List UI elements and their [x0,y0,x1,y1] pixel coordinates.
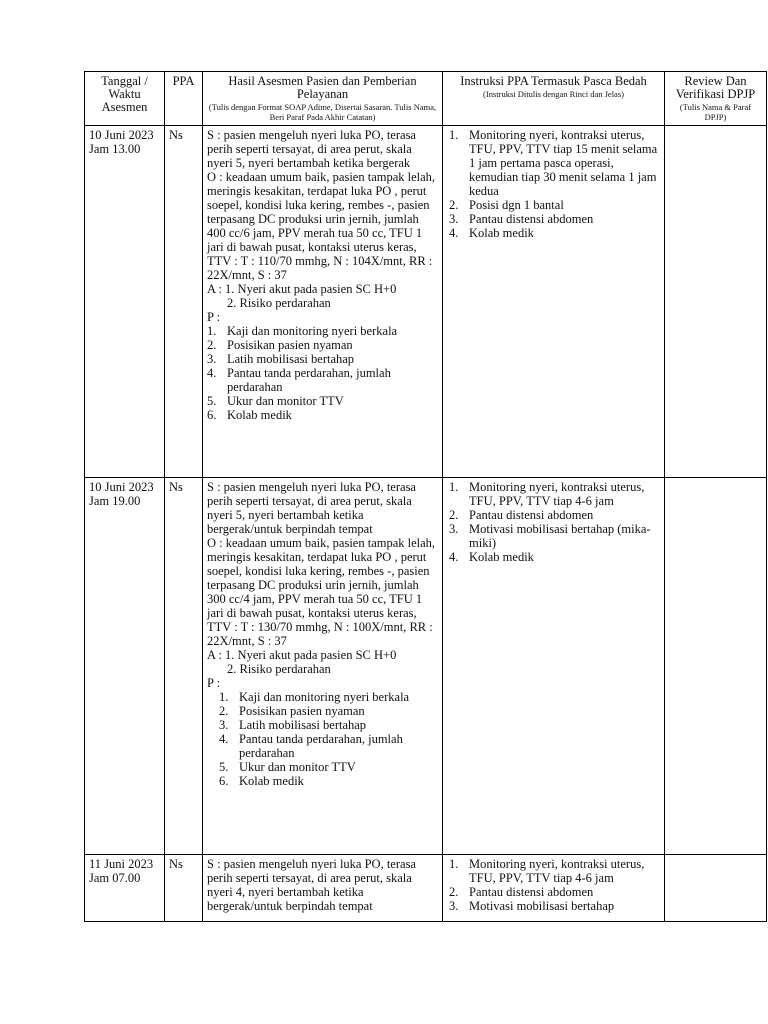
plan-item: 3. Latih mobilisasi bertahap [219,718,367,732]
header-date: Tanggal / Waktu Asesmen [85,72,165,126]
assessment-2: 2. Risiko perdarahan [227,296,331,310]
assessment-1: A : 1. Nyeri akut pada pasien SC H+0 [207,282,397,296]
instruction-item: 4. Kolab medik [449,550,534,564]
plan-item: 5. Ukur dan monitor TTV [219,760,356,774]
plan-item: 1. Kaji dan monitoring nyeri berkala [219,690,410,704]
plan-item: 6. Kolab medik [207,408,292,422]
plan-list [207,690,438,788]
ppa-cell: Ns [165,126,203,478]
header-row [85,72,767,126]
subjective-text: S : pasien mengeluh nyeri luka PO, terasa perih seperti tersayat, di area perut, skala nyeri 5, nyeri bertambah ketika bergerak [207,128,416,170]
date-cell: 10 Juni 2023 Jam 19.00 [85,478,165,855]
plan-item: 4. Pantau tanda perdarahan, jumlah perdarahan [219,732,403,760]
instruction-cell [443,478,665,855]
objective-text: O : keadaan umum baik, pasien tampak lelah, meringis kesakitan, terdapat luka PO , perut soepel, kondisi luka kering, rembes -, pasien terpasang DC produksi urin jernih, jumlah 300 cc/4 jam, PPV merah tua 50 cc, TFU 1 jari di bawah pusat, kontaksi uterus keras, TTV : T : 130/70 mmhg, N : 100X/mnt, RR : 22X/mnt, S : 37 [207,536,436,648]
plan-item: 3. Latih mobilisasi bertahap [207,352,355,366]
header-ppa: PPA [165,72,203,126]
assessment-2: 2. Risiko perdarahan [227,662,331,676]
date-cell: 10 Juni 2023 Jam 13.00 [85,126,165,478]
subjective-text: S : pasien mengeluh nyeri luka PO, terasa perih seperti tersayat, di area perut, skala nyeri 5, nyeri bertambah ketika bergerak/untuk berpindah tempat [207,480,416,536]
instruction-item: 2. Posisi dgn 1 bantal [449,198,564,212]
instruction-item: 1. Monitoring nyeri, kontraksi uterus, TFU, PPV, TTV tiap 4-6 jam [449,480,645,508]
review-cell [665,855,767,922]
header-instruction-note: (Instruksi Ditulis dengan Rinci dan Jelas) [483,89,624,99]
instruction-list [447,480,660,564]
ppa-cell: Ns [165,478,203,855]
instruction-list [447,128,660,240]
instruction-item: 2. Pantau distensi abdomen [449,885,594,899]
instruction-cell [443,126,665,478]
instruction-item: 1. Monitoring nyeri, kontraksi uterus, TFU, PPV, TTV tiap 15 menit selama 1 jam pertama pasca operasi, kemudian tiap 30 menit selama 1 jam kedua [449,128,658,198]
header-assessment: Hasil Asesmen Pasien dan Pemberian Pelayanan (Tulis dengan Format SOAP Adime, Disertai Sasaran. Tulis Nama, Beri Paraf Pada Akhir Catatan) [203,72,443,126]
plan-item: 1. Kaji dan monitoring nyeri berkala [207,324,398,338]
date-cell: 11 Juni 2023 Jam 07.00 [85,855,165,922]
instruction-item: 2. Pantau distensi abdomen [449,508,594,522]
header-instruction: Instruksi PPA Termasuk Pasca Bedah (Instruksi Ditulis dengan Rinci dan Jelas) [443,72,665,126]
instruction-item: 1. Monitoring nyeri, kontraksi uterus, TFU, PPV, TTV tiap 4-6 jam [449,857,645,885]
objective-text: O : keadaan umum baik, pasien tampak lelah, meringis kesakitan, terdapat luka PO , perut soepel, kondisi luka kering, rembes -, pasien terpasang DC produksi urin jernih, jumlah 400 cc/6 jam, PPV merah tua 50 cc, TFU 1 jari di bawah pusat, kontaksi uterus keras, TTV : T : 110/70 mmhg, N : 104X/mnt, RR : 22X/mnt, S : 37 [207,170,436,282]
plan-label: P : [207,676,221,690]
instruction-list [447,857,660,913]
header-review: Review Dan Verifikasi DPJP (Tulis Nama & Paraf DPJP) [665,72,767,126]
review-cell [665,478,767,855]
plan-item: 2. Posisikan pasien nyaman [219,704,365,718]
plan-item: 6. Kolab medik [219,774,304,788]
table-row [85,478,767,855]
plan-item: 4. Pantau tanda perdarahan, jumlah perdarahan [207,366,391,394]
instruction-item: 3. Motivasi mobilisasi bertahap [449,899,615,913]
instruction-cell [443,855,665,922]
plan-label: P : [207,310,221,324]
assessment-1: A : 1. Nyeri akut pada pasien SC H+0 [207,648,397,662]
soap-cell [203,855,443,922]
ppa-cell: Ns [165,855,203,922]
plan-item: 2. Posisikan pasien nyaman [207,338,353,352]
plan-list [207,324,438,422]
assessment-table [84,71,767,922]
instruction-item: 3. Motivasi mobilisasi bertahap (mika-miki) [449,522,651,550]
review-cell [665,126,767,478]
header-review-note: (Tulis Nama & Paraf DPJP) [679,102,752,122]
plan-item: 5. Ukur dan monitor TTV [207,394,344,408]
soap-cell [203,478,443,855]
table-row [85,126,767,478]
table-row [85,855,767,922]
header-assessment-note: (Tulis dengan Format SOAP Adime, Disertai Sasaran. Tulis Nama, Beri Paraf Pada Akhir Catatan) [208,102,437,122]
subjective-text: S : pasien mengeluh nyeri luka PO, terasa perih seperti tersayat, di area perut, skala nyeri 4, nyeri bertambah ketika bergerak/untuk berpindah tempat [207,857,416,913]
instruction-item: 4. Kolab medik [449,226,534,240]
soap-cell [203,126,443,478]
instruction-item: 3. Pantau distensi abdomen [449,212,594,226]
